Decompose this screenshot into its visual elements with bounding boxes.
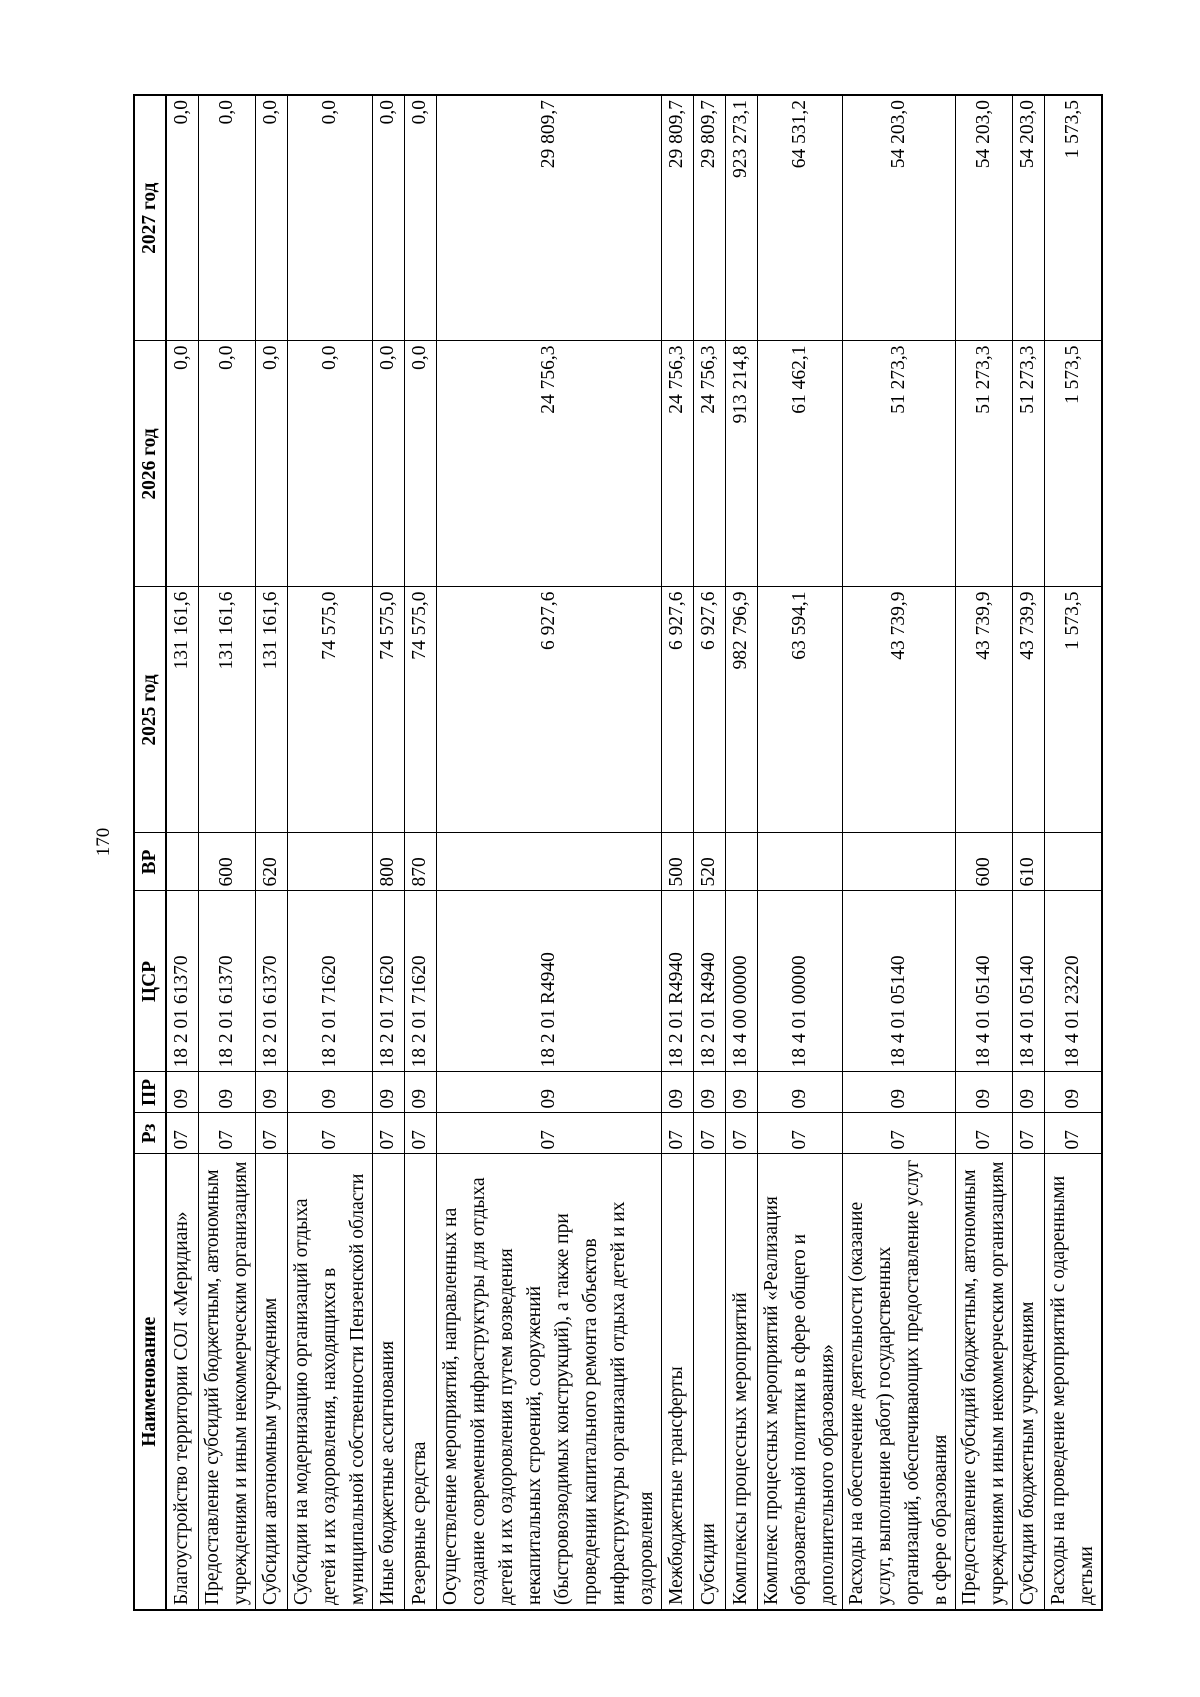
row-rz-cell: 07 (1012, 1113, 1044, 1154)
row-2025-cell: 74 575,0 (287, 587, 372, 833)
row-2025-cell: 6 927,6 (693, 587, 725, 833)
row-2027-cell: 0,0 (255, 95, 287, 341)
row-vr-cell: 600 (198, 833, 255, 891)
row-2026-cell: 0,0 (287, 341, 372, 587)
row-rz-cell: 07 (1044, 1113, 1102, 1154)
row-2027-cell: 0,0 (287, 95, 372, 341)
row-2026-cell: 0,0 (255, 341, 287, 587)
row-name-cell: Осуществление мероприятий, направленных на создание современной инфраструктуры для отдыха детей и их оздоровления путем возведения некапитальных строений, сооружений (быстровозводимых конструкций), а также при проведении капитального ремонта объектов инфраструктуры организаций отдыха детей и их оздоровления (436, 1154, 661, 1610)
header-pr: ПР (134, 1072, 166, 1113)
row-csr-cell: 18 2 01 R4940 (661, 891, 693, 1072)
header-name: Наименование (134, 1154, 166, 1610)
table-row (166, 95, 198, 1610)
row-2027-cell: 0,0 (404, 95, 436, 341)
row-csr-cell: 18 4 01 00000 (757, 891, 842, 1072)
row-2026-cell: 51 273,3 (955, 341, 1012, 587)
row-2025-cell: 74 575,0 (404, 587, 436, 833)
row-rz-cell: 07 (198, 1113, 255, 1154)
table-row (198, 95, 255, 1610)
row-csr-cell: 18 2 01 71620 (372, 891, 404, 1072)
row-2025-cell: 63 594,1 (757, 587, 842, 833)
row-2027-cell: 29 809,7 (693, 95, 725, 341)
row-name-cell: Субсидии на модернизацию организаций отдыха детей и их оздоровления, находящихся в муниципальной собственности Пензенской области (287, 1154, 372, 1610)
row-2027-cell: 54 203,0 (955, 95, 1012, 341)
row-vr-cell (757, 833, 842, 891)
table-row (661, 95, 693, 1610)
row-2026-cell: 0,0 (372, 341, 404, 587)
row-csr-cell: 18 4 00 00000 (725, 891, 757, 1072)
row-vr-cell: 520 (693, 833, 725, 891)
row-2026-cell: 51 273,3 (1012, 341, 1044, 587)
row-2027-cell: 29 809,7 (661, 95, 693, 341)
row-pr-cell: 09 (1012, 1072, 1044, 1113)
row-rz-cell: 07 (372, 1113, 404, 1154)
table-row (693, 95, 725, 1610)
row-2025-cell: 131 161,6 (255, 587, 287, 833)
budget-table (133, 94, 1103, 1611)
table-row (955, 95, 1012, 1610)
row-rz-cell: 07 (287, 1113, 372, 1154)
row-vr-cell: 800 (372, 833, 404, 891)
row-pr-cell: 09 (372, 1072, 404, 1113)
row-pr-cell: 09 (255, 1072, 287, 1113)
row-name-cell: Благоустройство территории СОЛ «Меридиан» (166, 1154, 198, 1610)
row-pr-cell: 09 (404, 1072, 436, 1113)
row-2025-cell: 1 573,5 (1044, 587, 1102, 833)
table-row (287, 95, 372, 1610)
row-2026-cell: 24 756,3 (693, 341, 725, 587)
row-2027-cell: 0,0 (198, 95, 255, 341)
row-2025-cell: 43 739,9 (955, 587, 1012, 833)
row-2027-cell: 0,0 (372, 95, 404, 341)
row-vr-cell: 870 (404, 833, 436, 891)
row-name-cell: Предоставление субсидий бюджетным, автономным учреждениям и иным некоммерческим организациям (955, 1154, 1012, 1610)
row-2027-cell: 923 273,1 (725, 95, 757, 341)
row-csr-cell: 18 4 01 05140 (842, 891, 955, 1072)
row-csr-cell: 18 2 01 71620 (404, 891, 436, 1072)
row-rz-cell: 07 (436, 1113, 661, 1154)
row-2027-cell: 54 203,0 (1012, 95, 1044, 341)
row-2026-cell: 913 214,8 (725, 341, 757, 587)
row-csr-cell: 18 2 01 R4940 (436, 891, 661, 1072)
row-2025-cell: 982 796,9 (725, 587, 757, 833)
row-pr-cell: 09 (198, 1072, 255, 1113)
row-name-cell: Межбюджетные трансферты (661, 1154, 693, 1610)
header-vr: ВР (134, 833, 166, 891)
row-2027-cell: 54 203,0 (842, 95, 955, 341)
row-2026-cell: 0,0 (404, 341, 436, 587)
row-pr-cell: 09 (757, 1072, 842, 1113)
row-csr-cell: 18 4 01 05140 (1012, 891, 1044, 1072)
row-name-cell: Комплекс процессных мероприятий «Реализация образовательной политики в сфере общего и дополнительного образования» (757, 1154, 842, 1610)
row-2026-cell: 61 462,1 (757, 341, 842, 587)
row-2025-cell: 74 575,0 (372, 587, 404, 833)
table-row (255, 95, 287, 1610)
row-pr-cell: 09 (1044, 1072, 1102, 1113)
header-csr: ЦСР (134, 891, 166, 1072)
row-2025-cell: 43 739,9 (842, 587, 955, 833)
row-rz-cell: 07 (693, 1113, 725, 1154)
row-name-cell: Иные бюджетные ассигнования (372, 1154, 404, 1610)
row-csr-cell: 18 2 01 61370 (255, 891, 287, 1072)
row-csr-cell: 18 2 01 61370 (166, 891, 198, 1072)
row-pr-cell: 09 (166, 1072, 198, 1113)
row-2026-cell: 24 756,3 (436, 341, 661, 587)
table-header-row (134, 95, 166, 1610)
row-name-cell: Расходы на проведение мероприятий с одаренными детьми (1044, 1154, 1102, 1610)
table-row (1012, 95, 1044, 1610)
row-vr-cell (725, 833, 757, 891)
header-2025: 2025 год (134, 587, 166, 833)
row-2027-cell: 64 531,2 (757, 95, 842, 341)
row-2027-cell: 29 809,7 (436, 95, 661, 341)
table-row (436, 95, 661, 1610)
row-rz-cell: 07 (842, 1113, 955, 1154)
row-pr-cell: 09 (955, 1072, 1012, 1113)
header-rz: Рз (134, 1113, 166, 1154)
row-2025-cell: 131 161,6 (198, 587, 255, 833)
header-2026: 2026 год (134, 341, 166, 587)
row-rz-cell: 07 (955, 1113, 1012, 1154)
row-vr-cell (166, 833, 198, 891)
row-2025-cell: 43 739,9 (1012, 587, 1044, 833)
row-rz-cell: 07 (404, 1113, 436, 1154)
row-rz-cell: 07 (255, 1113, 287, 1154)
row-2025-cell: 131 161,6 (166, 587, 198, 833)
row-pr-cell: 09 (725, 1072, 757, 1113)
row-vr-cell: 610 (1012, 833, 1044, 891)
row-vr-cell: 620 (255, 833, 287, 891)
row-2027-cell: 0,0 (166, 95, 198, 341)
row-name-cell: Расходы на обеспечение деятельности (оказание услуг, выполнение работ) государственных организаций, обеспечивающих предоставление услуг в сфере образования (842, 1154, 955, 1610)
row-csr-cell: 18 4 01 05140 (955, 891, 1012, 1072)
row-2027-cell: 1 573,5 (1044, 95, 1102, 341)
table-row (404, 95, 436, 1610)
row-vr-cell (287, 833, 372, 891)
row-csr-cell: 18 2 01 61370 (198, 891, 255, 1072)
row-2025-cell: 6 927,6 (436, 587, 661, 833)
row-rz-cell: 07 (661, 1113, 693, 1154)
row-2026-cell: 1 573,5 (1044, 341, 1102, 587)
row-name-cell: Резервные средства (404, 1154, 436, 1610)
row-csr-cell: 18 2 01 71620 (287, 891, 372, 1072)
row-pr-cell: 09 (661, 1072, 693, 1113)
row-2025-cell: 6 927,6 (661, 587, 693, 833)
row-name-cell: Субсидии бюджетным учреждениям (1012, 1154, 1044, 1610)
row-name-cell: Комплексы процессных мероприятий (725, 1154, 757, 1610)
table-wrapper (133, 96, 1097, 1611)
row-pr-cell: 09 (287, 1072, 372, 1113)
table-row (725, 95, 757, 1610)
row-vr-cell (1044, 833, 1102, 891)
rotated-table-area (133, 96, 1097, 1611)
row-2026-cell: 51 273,3 (842, 341, 955, 587)
row-vr-cell: 600 (955, 833, 1012, 891)
row-pr-cell: 09 (693, 1072, 725, 1113)
row-vr-cell (842, 833, 955, 891)
row-vr-cell (436, 833, 661, 891)
page-number: 170 (93, 827, 114, 857)
row-pr-cell: 09 (436, 1072, 661, 1113)
row-name-cell: Субсидии (693, 1154, 725, 1610)
row-2026-cell: 0,0 (198, 341, 255, 587)
row-name-cell: Субсидии автономным учреждениям (255, 1154, 287, 1610)
table-row (842, 95, 955, 1610)
row-rz-cell: 07 (725, 1113, 757, 1154)
header-2027: 2027 год (134, 95, 166, 341)
row-2026-cell: 24 756,3 (661, 341, 693, 587)
table-row (757, 95, 842, 1610)
table-row (1044, 95, 1102, 1610)
table-row (372, 95, 404, 1610)
row-2026-cell: 0,0 (166, 341, 198, 587)
row-csr-cell: 18 2 01 R4940 (693, 891, 725, 1072)
row-name-cell: Предоставление субсидий бюджетным, автономным учреждениям и иным некоммерческим организациям (198, 1154, 255, 1610)
row-csr-cell: 18 4 01 23220 (1044, 891, 1102, 1072)
row-pr-cell: 09 (842, 1072, 955, 1113)
row-rz-cell: 07 (166, 1113, 198, 1154)
row-rz-cell: 07 (757, 1113, 842, 1154)
row-vr-cell: 500 (661, 833, 693, 891)
table-body (166, 95, 1102, 1610)
